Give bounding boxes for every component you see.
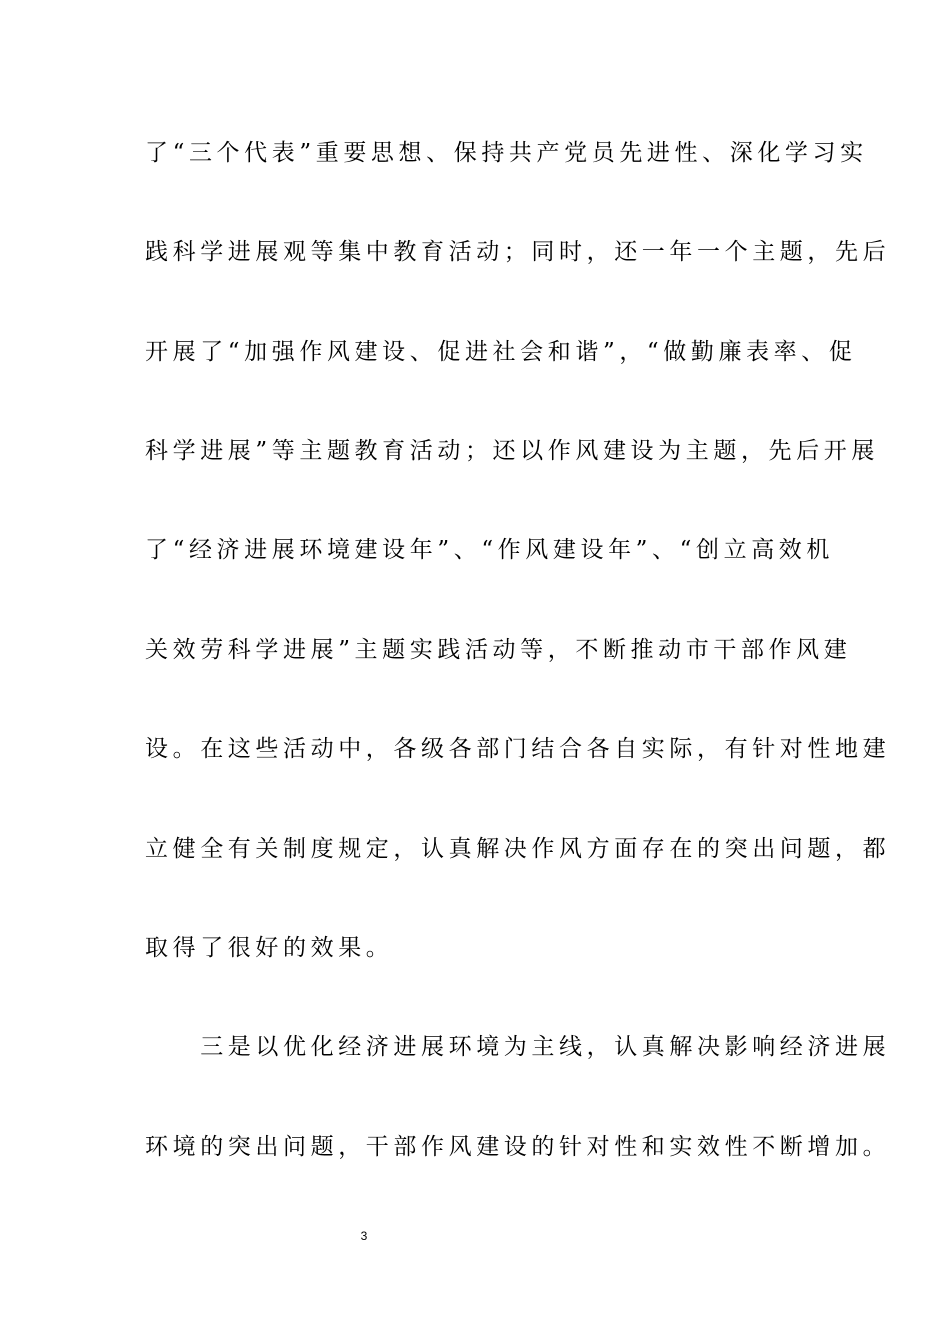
text-line: 科学进展”等主题教育活动；还以作风建设为主题，先后开展 [145, 438, 879, 464]
text-line: 了“三个代表”重要思想、保持共产党员先进性、深化学习实 [145, 140, 868, 166]
text-line: 设。在这些活动中，各级各部门结合各自实际，有针对性地建 [145, 736, 891, 762]
text-line: 取得了很好的效果。 [145, 935, 394, 961]
text-line: 立健全有关制度规定，认真解决作风方面存在的突出问题，都 [145, 836, 891, 862]
text-line: 关效劳科学进展”主题实践活动等，不断推动市干部作风建 [145, 637, 852, 663]
text-line: 环境的突出问题，干部作风建设的针对性和实效性不断增加。 [145, 1134, 891, 1160]
page-number: 3 [360, 1229, 368, 1243]
text-line: 三是以优化经济进展环境为主线，认真解决影响经济进展 [145, 1034, 891, 1060]
text-line: 了“经济进展环境建设年”、“作风建设年”、“创立高效机 [145, 537, 834, 563]
text-line: 开展了“加强作风建设、促进社会和谐”，“做勤廉表率、促 [145, 339, 857, 365]
text-line: 践科学进展观等集中教育活动；同时，还一年一个主题，先后 [145, 239, 891, 265]
